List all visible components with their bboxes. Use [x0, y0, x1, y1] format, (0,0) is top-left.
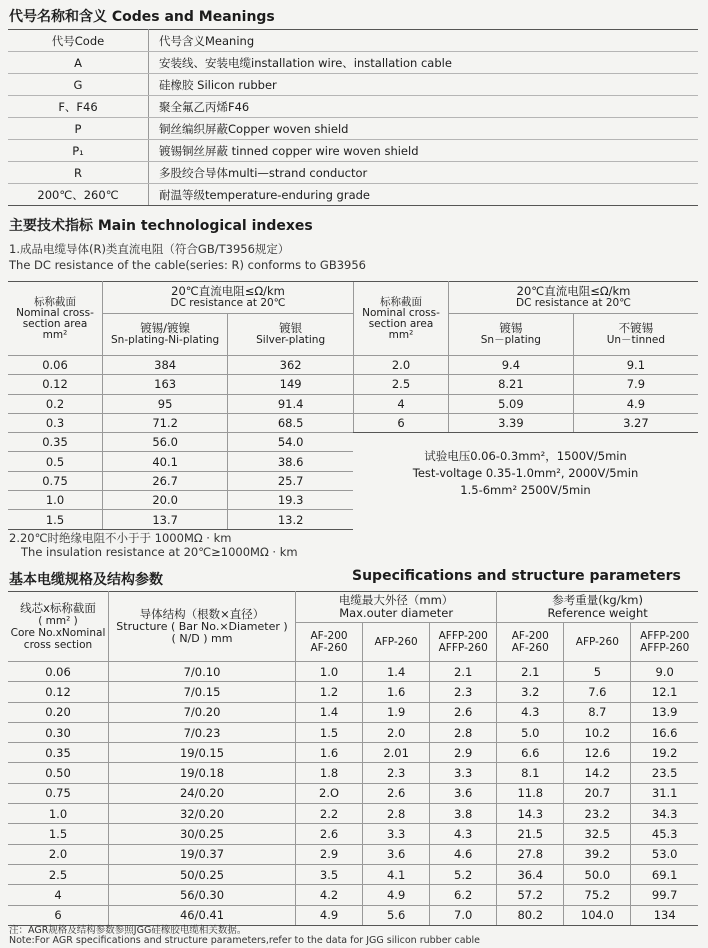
table-cell: 19.2	[631, 743, 698, 763]
table-cell: 7.9	[573, 375, 698, 394]
table-cell: 3.3	[363, 824, 430, 844]
nominal-area-header: 标称截面 Nominal cross- section area mm²	[8, 282, 103, 356]
table-cell: 46/0.41	[109, 905, 296, 925]
table-cell: 38.6	[228, 452, 353, 471]
table-cell: 1.2	[296, 682, 363, 702]
table-cell: 3.8	[430, 804, 497, 824]
table-row	[8, 662, 698, 682]
table-row	[8, 722, 698, 742]
table-row	[8, 844, 698, 864]
table-cell: 3.39	[449, 413, 574, 432]
codes-header-meaning: 代号含义Meaning	[149, 30, 699, 52]
table-cell: 2.2	[296, 804, 363, 824]
table-cell: 1.6	[296, 743, 363, 763]
dc-resistance-group-header: 20℃直流电阻≤Ω/km DC resistance at 20℃	[449, 282, 699, 314]
codes-row	[8, 118, 698, 140]
table-cell: 50.0	[564, 864, 631, 884]
code-cell: 200℃、260℃	[8, 184, 149, 206]
table-cell: 2.9	[296, 844, 363, 864]
tech-section-title: 主要技术指标 Main technological indexes	[9, 218, 313, 234]
table-cell: 20.7	[564, 783, 631, 803]
table-cell: 1.0	[8, 491, 103, 510]
table-cell: 32.5	[564, 824, 631, 844]
table-cell: 50/0.25	[109, 864, 296, 884]
table-cell: 40.1	[103, 452, 228, 471]
wt-af-header: AF-200 AF-260	[497, 623, 564, 662]
codes-table	[8, 29, 698, 206]
table-cell: 2.0	[354, 356, 449, 375]
table-cell: 3.6	[363, 844, 430, 864]
table-cell: 10.2	[564, 722, 631, 742]
table-cell: 2.5	[8, 864, 109, 884]
table-cell: 2.6	[430, 702, 497, 722]
table-cell: 12.6	[564, 743, 631, 763]
table-cell: 95	[103, 394, 228, 413]
table-row	[8, 433, 353, 452]
table-cell: 5.0	[497, 722, 564, 742]
table-cell: 1.4	[363, 662, 430, 682]
table-cell: 8.7	[564, 702, 631, 722]
od-affp-header: AFFP-200 AFFP-260	[430, 623, 497, 662]
table-cell: 1.5	[296, 722, 363, 742]
table-cell: 6.2	[430, 885, 497, 905]
table-cell: 104.0	[564, 905, 631, 925]
meaning-cell: 铜丝编织屏蔽Copper woven shield	[149, 118, 699, 140]
table-cell: 5	[564, 662, 631, 682]
table-cell: 5.6	[363, 905, 430, 925]
table-cell: 12.1	[631, 682, 698, 702]
table-cell: 7/0.23	[109, 722, 296, 742]
table-cell: 2.6	[363, 783, 430, 803]
spec-section-title-en: Supecifications and structure parameters	[352, 568, 681, 584]
table-cell: 0.06	[8, 356, 103, 375]
meaning-cell: 镀锡铜丝屏蔽 tinned copper wire woven shield	[149, 140, 699, 162]
table-cell: 56/0.30	[109, 885, 296, 905]
table-cell: 2.1	[430, 662, 497, 682]
table-row	[354, 413, 699, 432]
meaning-cell: 硅橡胶 Silicon rubber	[149, 74, 699, 96]
od-af-header: AF-200 AF-260	[296, 623, 363, 662]
table-cell: 91.4	[228, 394, 353, 413]
note-en: Note:For AGR specifications and structure parameters,refer to the data for JGG silicon rubber cable	[9, 935, 481, 946]
sn-ni-plating-header: 镀锡/镀镍 Sn-plating-Ni-plating	[103, 313, 228, 355]
table-row	[8, 864, 698, 884]
table-row	[8, 702, 698, 722]
table-cell: 4.9	[363, 885, 430, 905]
table-cell: 4.6	[430, 844, 497, 864]
table-cell: 3.27	[573, 413, 698, 432]
table-cell: 362	[228, 356, 353, 375]
table-cell: 69.1	[631, 864, 698, 884]
dc-table-header-row	[354, 282, 699, 314]
dc-resistance-group-header: 20℃直流电阻≤Ω/km DC resistance at 20℃	[103, 282, 354, 314]
table-cell: 1.5	[8, 510, 103, 529]
table-row	[8, 491, 353, 510]
table-cell: 4.9	[296, 905, 363, 925]
table-cell: 2.1	[497, 662, 564, 682]
table-cell: 7/0.10	[109, 662, 296, 682]
table-cell: 25.7	[228, 471, 353, 490]
nominal-area-header: 标称截面 Nominal cross- section area mm²	[354, 282, 449, 356]
dc-resistance-table-small	[8, 281, 353, 530]
table-cell: 2.0	[363, 722, 430, 742]
table-row	[8, 375, 353, 394]
table-cell: 7/0.20	[109, 702, 296, 722]
table-cell: 2.8	[363, 804, 430, 824]
dc-table-header-row	[8, 282, 353, 314]
table-row	[8, 824, 698, 844]
table-cell: 4.3	[497, 702, 564, 722]
silver-plating-header: 镀银 Silver-plating	[228, 313, 353, 355]
table-cell: 1.4	[296, 702, 363, 722]
table-cell: 4	[354, 394, 449, 413]
table-cell: 23.5	[631, 763, 698, 783]
table-cell: 6	[354, 413, 449, 432]
table-cell: 0.30	[8, 722, 109, 742]
table-cell: 3.2	[497, 682, 564, 702]
table-cell: 7.6	[564, 682, 631, 702]
reference-weight-header: 参考重量(kg/km) Reference weight	[497, 592, 698, 623]
table-cell: 1.9	[363, 702, 430, 722]
table-cell: 11.8	[497, 783, 564, 803]
codes-header-code: 代号Code	[8, 30, 149, 52]
insulation-note-en: The insulation resistance at 20℃≥1000MΩ · km	[21, 545, 298, 559]
code-cell: R	[8, 162, 149, 184]
insulation-note-cn: 2.20℃时绝缘电阻不小于于 1000MΩ · km	[9, 531, 232, 545]
codes-row	[8, 162, 698, 184]
table-cell: 3.6	[430, 783, 497, 803]
table-row	[8, 356, 353, 375]
table-cell: 8.1	[497, 763, 564, 783]
table-cell: 39.2	[564, 844, 631, 864]
table-cell: 2.3	[430, 682, 497, 702]
table-cell: 13.9	[631, 702, 698, 722]
table-row	[354, 394, 699, 413]
dc-resistance-note-cn: 1.成品电缆导体(R)类直流电阻（符合GB/T3956规定）	[9, 242, 290, 256]
table-cell: 6	[8, 905, 109, 925]
test-voltage-line-1: 试验电压0.06-0.3mm²，1500V/5min	[424, 449, 627, 463]
table-cell: 2.9	[430, 743, 497, 763]
table-cell: 34.3	[631, 804, 698, 824]
table-row	[354, 375, 699, 394]
table-cell: 149	[228, 375, 353, 394]
table-cell: 32/0.20	[109, 804, 296, 824]
table-cell: 5.2	[430, 864, 497, 884]
table-cell: 45.3	[631, 824, 698, 844]
table-cell: 56.0	[103, 433, 228, 452]
table-cell: 2.6	[296, 824, 363, 844]
table-cell: 0.5	[8, 452, 103, 471]
table-cell: 14.2	[564, 763, 631, 783]
table-cell: 4.3	[430, 824, 497, 844]
table-row	[8, 885, 698, 905]
code-cell: G	[8, 74, 149, 96]
table-cell: 4	[8, 885, 109, 905]
codes-section-title: 代号名称和含义 Codes and Meanings	[9, 9, 275, 25]
table-cell: 27.8	[497, 844, 564, 864]
table-cell: 9.4	[449, 356, 574, 375]
table-cell: 1.5	[8, 824, 109, 844]
test-voltage-line-2: Test-voltage 0.35-1.0mm², 2000V/5min	[412, 466, 639, 480]
codes-row	[8, 140, 698, 162]
table-cell: 26.7	[103, 471, 228, 490]
table-row	[8, 452, 353, 471]
table-cell: 1.6	[363, 682, 430, 702]
spec-section-title-cn: 基本电缆规格及结构参数	[9, 572, 163, 588]
code-cell: F、F46	[8, 96, 149, 118]
table-cell: 23.2	[564, 804, 631, 824]
table-cell: 5.09	[449, 394, 574, 413]
codes-row	[8, 184, 698, 206]
table-row	[8, 510, 353, 529]
spec-table	[8, 591, 698, 926]
table-cell: 3.5	[296, 864, 363, 884]
table-cell: 0.35	[8, 743, 109, 763]
table-cell: 0.75	[8, 783, 109, 803]
table-cell: 0.3	[8, 413, 103, 432]
table-cell: 16.6	[631, 722, 698, 742]
dc-resistance-table-large	[353, 281, 698, 433]
table-row	[8, 743, 698, 763]
codes-row	[8, 96, 698, 118]
table-cell: 53.0	[631, 844, 698, 864]
table-cell: 71.2	[103, 413, 228, 432]
table-cell: 21.5	[497, 824, 564, 844]
table-cell: 19.3	[228, 491, 353, 510]
code-cell: P₁	[8, 140, 149, 162]
table-cell: 19/0.37	[109, 844, 296, 864]
table-cell: 20.0	[103, 491, 228, 510]
table-cell: 2.0	[8, 844, 109, 864]
table-cell: 4.1	[363, 864, 430, 884]
table-cell: 0.12	[8, 375, 103, 394]
table-cell: 0.20	[8, 702, 109, 722]
table-cell: 0.75	[8, 471, 103, 490]
table-cell: 99.7	[631, 885, 698, 905]
meaning-cell: 聚全氟乙丙烯F46	[149, 96, 699, 118]
table-cell: 7/0.15	[109, 682, 296, 702]
meaning-cell: 安装线、安装电缆installation wire、installation cable	[149, 52, 699, 74]
table-cell: 7.0	[430, 905, 497, 925]
table-cell: 19/0.15	[109, 743, 296, 763]
test-voltage-line-3: 1.5-6mm² 2500V/5min	[460, 483, 591, 497]
code-cell: P	[8, 118, 149, 140]
table-cell: 9.0	[631, 662, 698, 682]
codes-row	[8, 52, 698, 74]
table-cell: 57.2	[497, 885, 564, 905]
table-cell: 24/0.20	[109, 783, 296, 803]
table-cell: 2.01	[363, 743, 430, 763]
table-row	[8, 471, 353, 490]
codes-header-row	[8, 30, 698, 52]
spec-header-row	[8, 592, 698, 623]
table-cell: 14.3	[497, 804, 564, 824]
table-cell: 68.5	[228, 413, 353, 432]
table-cell: 0.35	[8, 433, 103, 452]
meaning-cell: 多股绞合导体multi—strand conductor	[149, 162, 699, 184]
table-row	[354, 356, 699, 375]
table-cell: 163	[103, 375, 228, 394]
dc-resistance-note-en: The DC resistance of the cable(series: R) conforms to GB3956	[9, 258, 366, 272]
table-row	[8, 413, 353, 432]
table-cell: 1.8	[296, 763, 363, 783]
table-row	[8, 804, 698, 824]
core-area-header: 线芯x标称截面 ( mm² ) Core No.xNominal cross section	[8, 592, 109, 662]
table-cell: 30/0.25	[109, 824, 296, 844]
max-outer-diameter-header: 电缆最大外径（mm） Max.outer diameter	[296, 592, 497, 623]
conductor-structure-header: 导体结构（根数×直径） Structure ( Bar No.×Diameter ) ( N/D ) mm	[109, 592, 296, 662]
table-cell: 31.1	[631, 783, 698, 803]
table-cell: 19/0.18	[109, 763, 296, 783]
table-cell: 0.50	[8, 763, 109, 783]
un-tinned-header: 不镀锡 Un－tinned	[573, 313, 698, 355]
code-cell: A	[8, 52, 149, 74]
table-cell: 384	[103, 356, 228, 375]
table-cell: 9.1	[573, 356, 698, 375]
test-voltage-block	[353, 448, 698, 499]
table-row	[8, 682, 698, 702]
table-cell: 4.2	[296, 885, 363, 905]
table-cell: 36.4	[497, 864, 564, 884]
table-cell: 13.2	[228, 510, 353, 529]
table-row	[8, 763, 698, 783]
table-cell: 2.5	[354, 375, 449, 394]
table-cell: 134	[631, 905, 698, 925]
od-afp-header: AFP-260	[363, 623, 430, 662]
table-cell: 2.3	[363, 763, 430, 783]
table-cell: 3.3	[430, 763, 497, 783]
note-cn: 注：AGR规格及结构参数参照JGG硅橡胶电缆相关数据。	[9, 925, 247, 936]
wt-afp-header: AFP-260	[564, 623, 631, 662]
table-cell: 0.06	[8, 662, 109, 682]
meaning-cell: 耐温等级temperature-enduring grade	[149, 184, 699, 206]
table-cell: 13.7	[103, 510, 228, 529]
table-cell: 8.21	[449, 375, 574, 394]
table-row	[8, 394, 353, 413]
table-cell: 1.0	[8, 804, 109, 824]
wt-affp-header: AFFP-200 AFFP-260	[631, 623, 698, 662]
table-cell: 80.2	[497, 905, 564, 925]
table-cell: 2.8	[430, 722, 497, 742]
table-cell: 0.2	[8, 394, 103, 413]
table-cell: 6.6	[497, 743, 564, 763]
table-cell: 75.2	[564, 885, 631, 905]
table-cell: 54.0	[228, 433, 353, 452]
table-cell: 1.0	[296, 662, 363, 682]
table-row	[8, 783, 698, 803]
table-cell: 0.12	[8, 682, 109, 702]
table-cell: 4.9	[573, 394, 698, 413]
codes-row	[8, 74, 698, 96]
sn-plating-header: 镀锡 Sn－plating	[449, 313, 574, 355]
table-cell: 2.O	[296, 783, 363, 803]
